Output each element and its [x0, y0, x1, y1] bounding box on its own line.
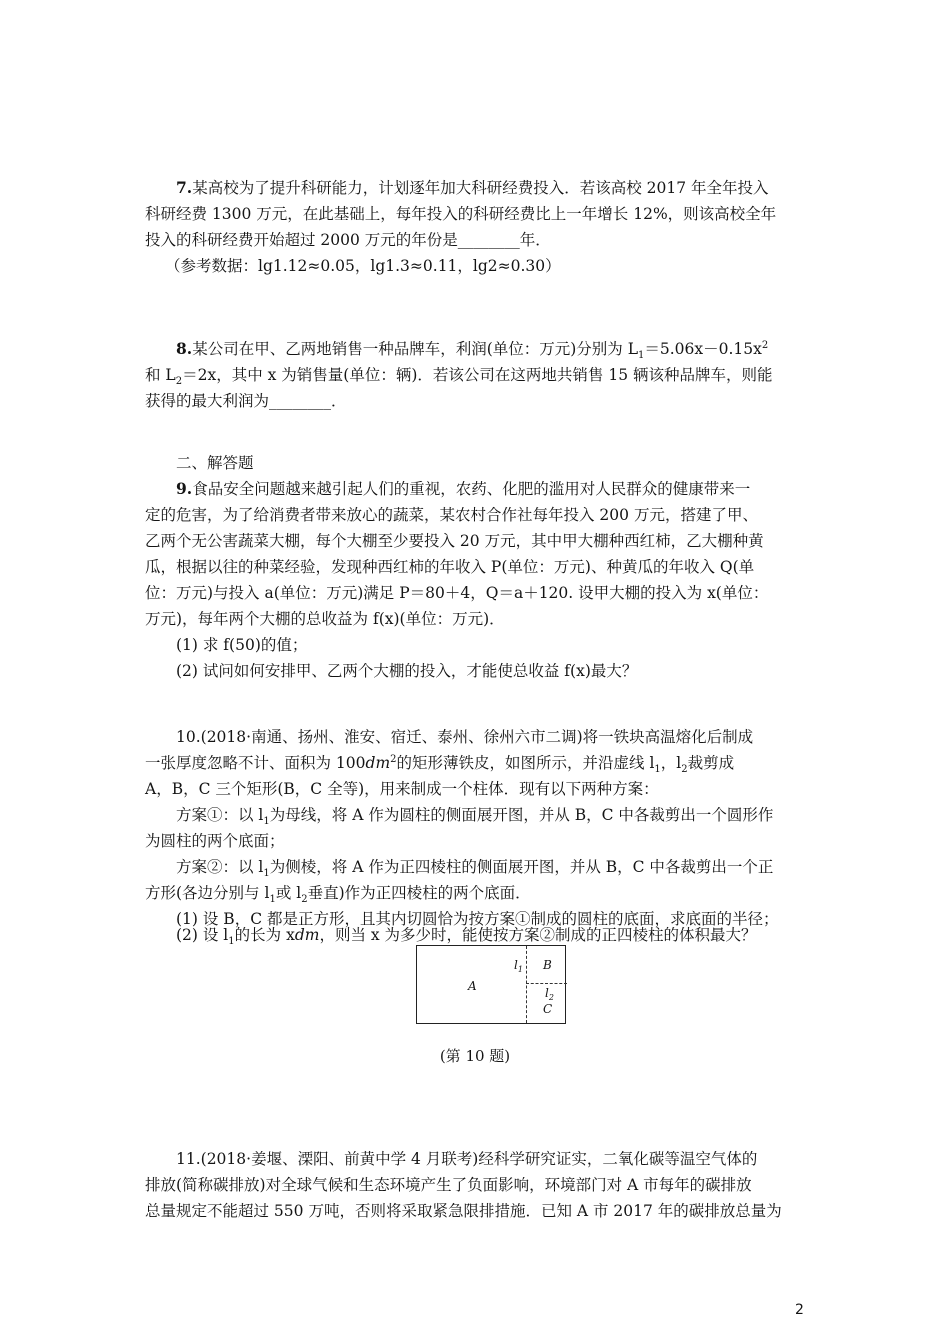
q9-number: 9. [176, 479, 193, 498]
q10-plan-2-cont: 方形(各边分别与 $l_1$或 $l_2$垂直)作为正四棱柱的两个底面． [145, 884, 531, 905]
q9-line-5: 位：万元)与投入 a(单位：万元)满足 P＝80＋4，Q＝a＋120. 设甲大棚的投入为 x(单位： [145, 584, 769, 602]
q10-line-2: 一张厚度忽略不计、面积为 $100dm^2$的矩形薄铁皮，如图所示，并沿虚线 $l_1$，$l_2$裁剪成 [145, 754, 735, 775]
q7-line-1: 7.某高校为了提升科研能力，计划逐年加大科研经费投入．若该高校 2017 年全年投入 [176, 178, 769, 197]
figure-label-l1: $l_1$ [514, 958, 523, 974]
figure-label-c: C [543, 1002, 553, 1016]
q11-line-1: 11.(2018·姜堰、溧阳、前黄中学 4 月联考)经科学研究证实，二氧化碳等温空气体的 [176, 1150, 758, 1168]
q11-line-3: 总量规定不能超过 550 万吨，否则将采取紧急限排措施．已知 A 市 2017 年的碳排放总量为 [145, 1202, 782, 1220]
q7-line-2: 科研经费 1300 万元，在此基础上，每年投入的科研经费比上一年增长 12%，则该高校全年 [145, 205, 777, 223]
figure-caption: (第 10 题) [439, 1047, 511, 1065]
figure-label-a: A [468, 979, 477, 993]
dashed-line-l1 [526, 946, 527, 1023]
q8-line-1: 8.某公司在甲、乙两地销售一种品牌车，利润(单位：万元)分别为 $L_1=5.06x-0.15x^2$ [176, 339, 769, 361]
q10-line-1: 10.(2018·南通、扬州、淮安、宿迁、泰州、徐州六市二调)将一铁块高温熔化后制成 [176, 728, 754, 746]
q9-subquestion-1: (1) 求 f(50)的值； [176, 636, 308, 654]
figure-label-l2: $l_2$ [545, 986, 554, 1002]
q10-figure [416, 945, 566, 1024]
q10-plan-1-cont: 为圆柱的两个底面； [145, 832, 285, 850]
q9-line-4: 瓜，根据以往的种菜经验，发现种西红柿的年收入 P(单位：万元)、种黄瓜的年收入 Q(单 [145, 558, 755, 576]
q8-line-3: 获得的最大利润为________． [145, 392, 347, 410]
q9-line-6: 万元)，每年两个大棚的总收益为 f(x)(单位：万元)． [145, 610, 505, 628]
q7-reference-data: （参考数据：lg1.12≈0.05，lg1.3≈0.11，lg2≈0.30） [165, 257, 561, 275]
q9-line-1: 9.食品安全问题越来越引起人们的重视，农药、化肥的滥用对人民群众的健康带来一 [176, 479, 751, 498]
q9-subquestion-2: (2) 试问如何安排甲、乙两个大棚的投入，才能使总收益 f(x)最大？ [176, 662, 638, 680]
q10-line-3: A，B，C 三个矩形(B，C 全等)，用来制成一个柱体．现有以下两种方案： [145, 780, 659, 798]
section-heading: 二、解答题 [176, 454, 254, 472]
q10-subquestion-2: (2) 设 $l_1$的长为 xdm，则当 x 为多少时，能使按方案②制成的正四棱柱的体积最大？ [176, 926, 757, 947]
q7-number: 7. [176, 178, 193, 197]
dashed-line-l2 [526, 983, 567, 984]
q10-plan-2: 方案②：以 $l_1$为侧棱，将 A 作为正四棱柱的侧面展开图，并从 B，C 中各裁剪出一个正 [176, 858, 774, 879]
figure-label-b: B [543, 958, 552, 972]
q10-plan-1: 方案①：以 $l_1$为母线，将 A 作为圆柱的侧面展开图，并从 B，C 中各裁剪出一个圆形作 [176, 806, 774, 827]
q9-line-3: 乙两个无公害蔬菜大棚，每个大棚至少要投入 20 万元，其中甲大棚种西红柿，乙大棚种黄 [145, 532, 764, 550]
q9-line-2: 定的危害，为了给消费者带来放心的蔬菜，某农村合作社每年投入 200 万元，搭建了甲、 [145, 506, 758, 524]
q8-line-2: 和 $L_2=2x$，其中 x 为销售量(单位：辆)．若该公司在这两地共销售 15 辆该种品牌车，则能 [145, 366, 773, 387]
page-number: 2 [795, 1302, 804, 1318]
q10-subquestion-1: (1) 设 B，C 都是正方形，且其内切圆恰为按方案①制成的圆柱的底面，求底面的半径； [176, 910, 779, 928]
q8-number: 8. [176, 339, 193, 358]
q11-line-2: 排放(简称碳排放)对全球气候和生态环境产生了负面影响，环境部门对 A 市每年的碳排放 [145, 1176, 752, 1194]
q7-line-3: 投入的科研经费开始超过 2000 万元的年份是________年． [145, 231, 551, 249]
